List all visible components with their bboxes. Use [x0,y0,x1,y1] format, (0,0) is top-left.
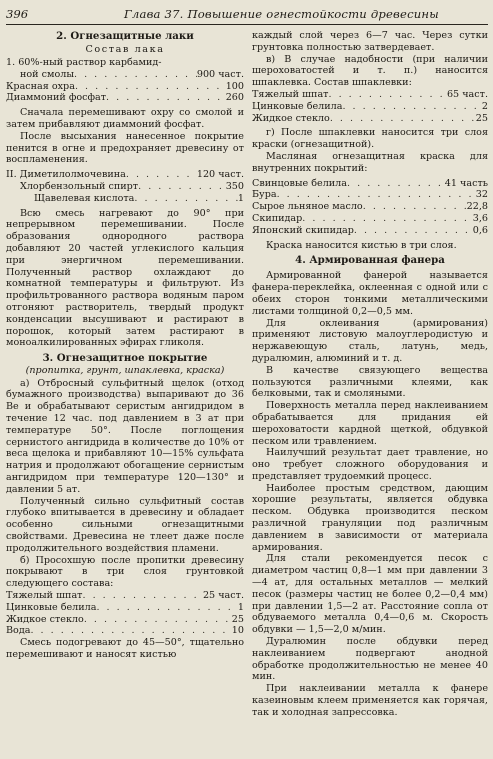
ingredient-row: Цинковые белила . . . 1 [6,602,244,614]
paragraph: Всю смесь нагревают до 90° при непрерывном перемешивании. После образования однородного раствора добавляют 20 частей углекислого кальция при энергичном перемешивании. Полученный раствор охлаждают до комнатной температуры и фильтруют. Из профильтрованного раствора водяным паром отгоняют растворитель, твердый продукт конденсации высушивают и растирают в порошок, который затем растирают в моноалкилированных эфирах гликоля. [6,207,244,349]
paragraph: После высыхания нанесенное покрытие пенится в огне и предохраняет древесину от воспламенения. [6,130,244,166]
running-title: Глава 37. Повышение огнестойкости древесины [124,7,439,21]
ingredient-row: Красная охра . . . 100 [6,81,244,93]
section-4-heading: 4. Армированная фанера [295,254,445,267]
paragraph: Наилучший результат дает травление, но оно требует сложного оборудования и представляет трудоемкий процесс. [252,447,488,482]
ingredient-row: Тяжелый шпат . . . 65 част. [252,89,488,101]
ingredient-row: Свинцовые белила . . . 41 часть [252,178,488,190]
paragraph: б) Просохшую после пропитки древесину покрывают в три слоя грунтовкой следующего состава: [6,554,244,590]
section-3-subtitle: (пропитка, грунт, шпаклевка, краска) [25,365,225,377]
ingredient-row: Хлорбензольный спирт . . . 350 [6,181,244,193]
composition-heading: Состав лака [85,44,165,55]
paragraph: В качестве связующего вещества пользуются различными клеями, как белковыми, так и смоляными. [252,364,488,400]
ingredient-row: ной смолы . . . 900 част. [6,69,244,81]
paragraph: Наиболее простым средством, дающим хорошие результаты, является обдувка песком. Обдувка производится песком различной грануляции под различным давлением в зависимости от материала армирования. [252,482,488,553]
ingredient-row: Тяжелый шпат . . . 25 част. [6,590,244,602]
paragraph: Краска наносится кистью в три слоя. [266,239,457,251]
ingredient-row: Щавелевая кислота . . . 1 [6,193,244,205]
section-2-heading: 2. Огнезащитные лаки [56,30,194,42]
paragraph: Полученный сильно сульфитный состав глубоко впитывается в древесину и обладает особенно сильными огнезащитными свойствами. Древесина не тлеет даже после продолжительного воздействия пламени. [6,495,244,554]
ingredient-row: Жидкое стекло . . . 25 [6,614,244,626]
section-3-heading: 3. Огнезащитное покрытие [42,352,208,365]
paragraph: При наклеивании металла к фанере казеиновым клеем применяется как горячая, так и холодная запрессовка. [252,683,488,718]
paragraph: г) После шпаклевки наносится три слоя краски (огнезащитной). [252,127,488,151]
ingredient-row: Вода . . . 10 [6,625,244,637]
recipe-line: 1. 60%-ный раствор карбамид- [6,57,162,68]
ingredient-row: Сырое льняное масло . . . 22,8 [252,201,488,213]
paragraph: Для стали рекомендуется песок с диаметром частиц 0,8—1 мм при давлении 3—4 ат, для остальных металлов — мелкий песок (размеры частиц не более 0,2—0,4 мм) при давлении 1,5—2 ат. Расстояние сопла от обдуваемого металла 0,4—0,6 м. Скорость обдувки — 1,5—2,0 м/мин. [252,553,488,636]
paragraph: а) Отбросный сульфитный щелок (отход бумажного производства) выпаривают до 36 Ве и обрабатывают серистым ангидридом в течение 12 час. под давлением в 3 ат при температуре 50°. После поглощения сернистого ангидрида в количестве до 10% от веса щелока и прибавляют 10—15% сульфата натрия и продолжают обогащение сернистым ангидридом при температуре 120—130° и давлении 5 ат. [6,377,244,495]
paragraph: Поверхность металла перед наклеиванием обрабатывается для придания ей шероховатости кардной щеткой, обдувкой песком или травлением. [252,400,488,447]
paragraph: в) В случае надобности (при наличии шероховатостей и т. п.) наносится шпаклевка. Состав шпаклевки: [252,53,488,89]
ingredient-row: II. Диметилолмочевина . . . 120 част. [6,169,244,181]
paragraph: Масляная огнезащитная краска для внутренних покрытий: [252,150,488,174]
paragraph: Сначала перемешивают охру со смолой и затем прибавляют диаммоний фосфат. [6,107,244,130]
paragraph: Дуралюмин после обдувки перед наклеиванием подвергают анодной обработке продолжительностью не менее 40 мин. [252,636,488,683]
paragraph: Для оклеивания (армирования) применяют листовую малоуглеродистую и нержавеющую сталь, латунь, медь, дуралюмин, алюминий и т. д. [252,317,488,364]
ingredient-row: Цинковые белила . . . 2 [252,101,488,113]
paragraph: Армированной фанерой называется фанера-переклейка, оклеенная с одной или с обеих сторон тонкими металлическими листами толщиной 0,2—0,5 мм. [252,270,488,317]
right-column [252,30,488,719]
running-header [6,6,488,25]
page-number: 396 [6,7,29,21]
ingredient-row: Скипидар . . . 3,6 [252,213,488,225]
left-column [6,30,244,661]
ingredient-row: Жидкое стекло . . . 25 [252,113,488,125]
ingredient-row: Бура . . . 32 [252,189,488,201]
paragraph: каждый слой через 6—7 час. Через сутки грунтовка полностью затвердевает. [252,30,488,53]
paragraph: Смесь подогревают до 45—50°, тщательно перемешивают и наносят кистью [6,637,244,660]
ingredient-row: Диаммоний фосфат . . . 260 [6,92,244,104]
ingredient-row: Японский скипидар . . . 0,6 [252,225,488,237]
